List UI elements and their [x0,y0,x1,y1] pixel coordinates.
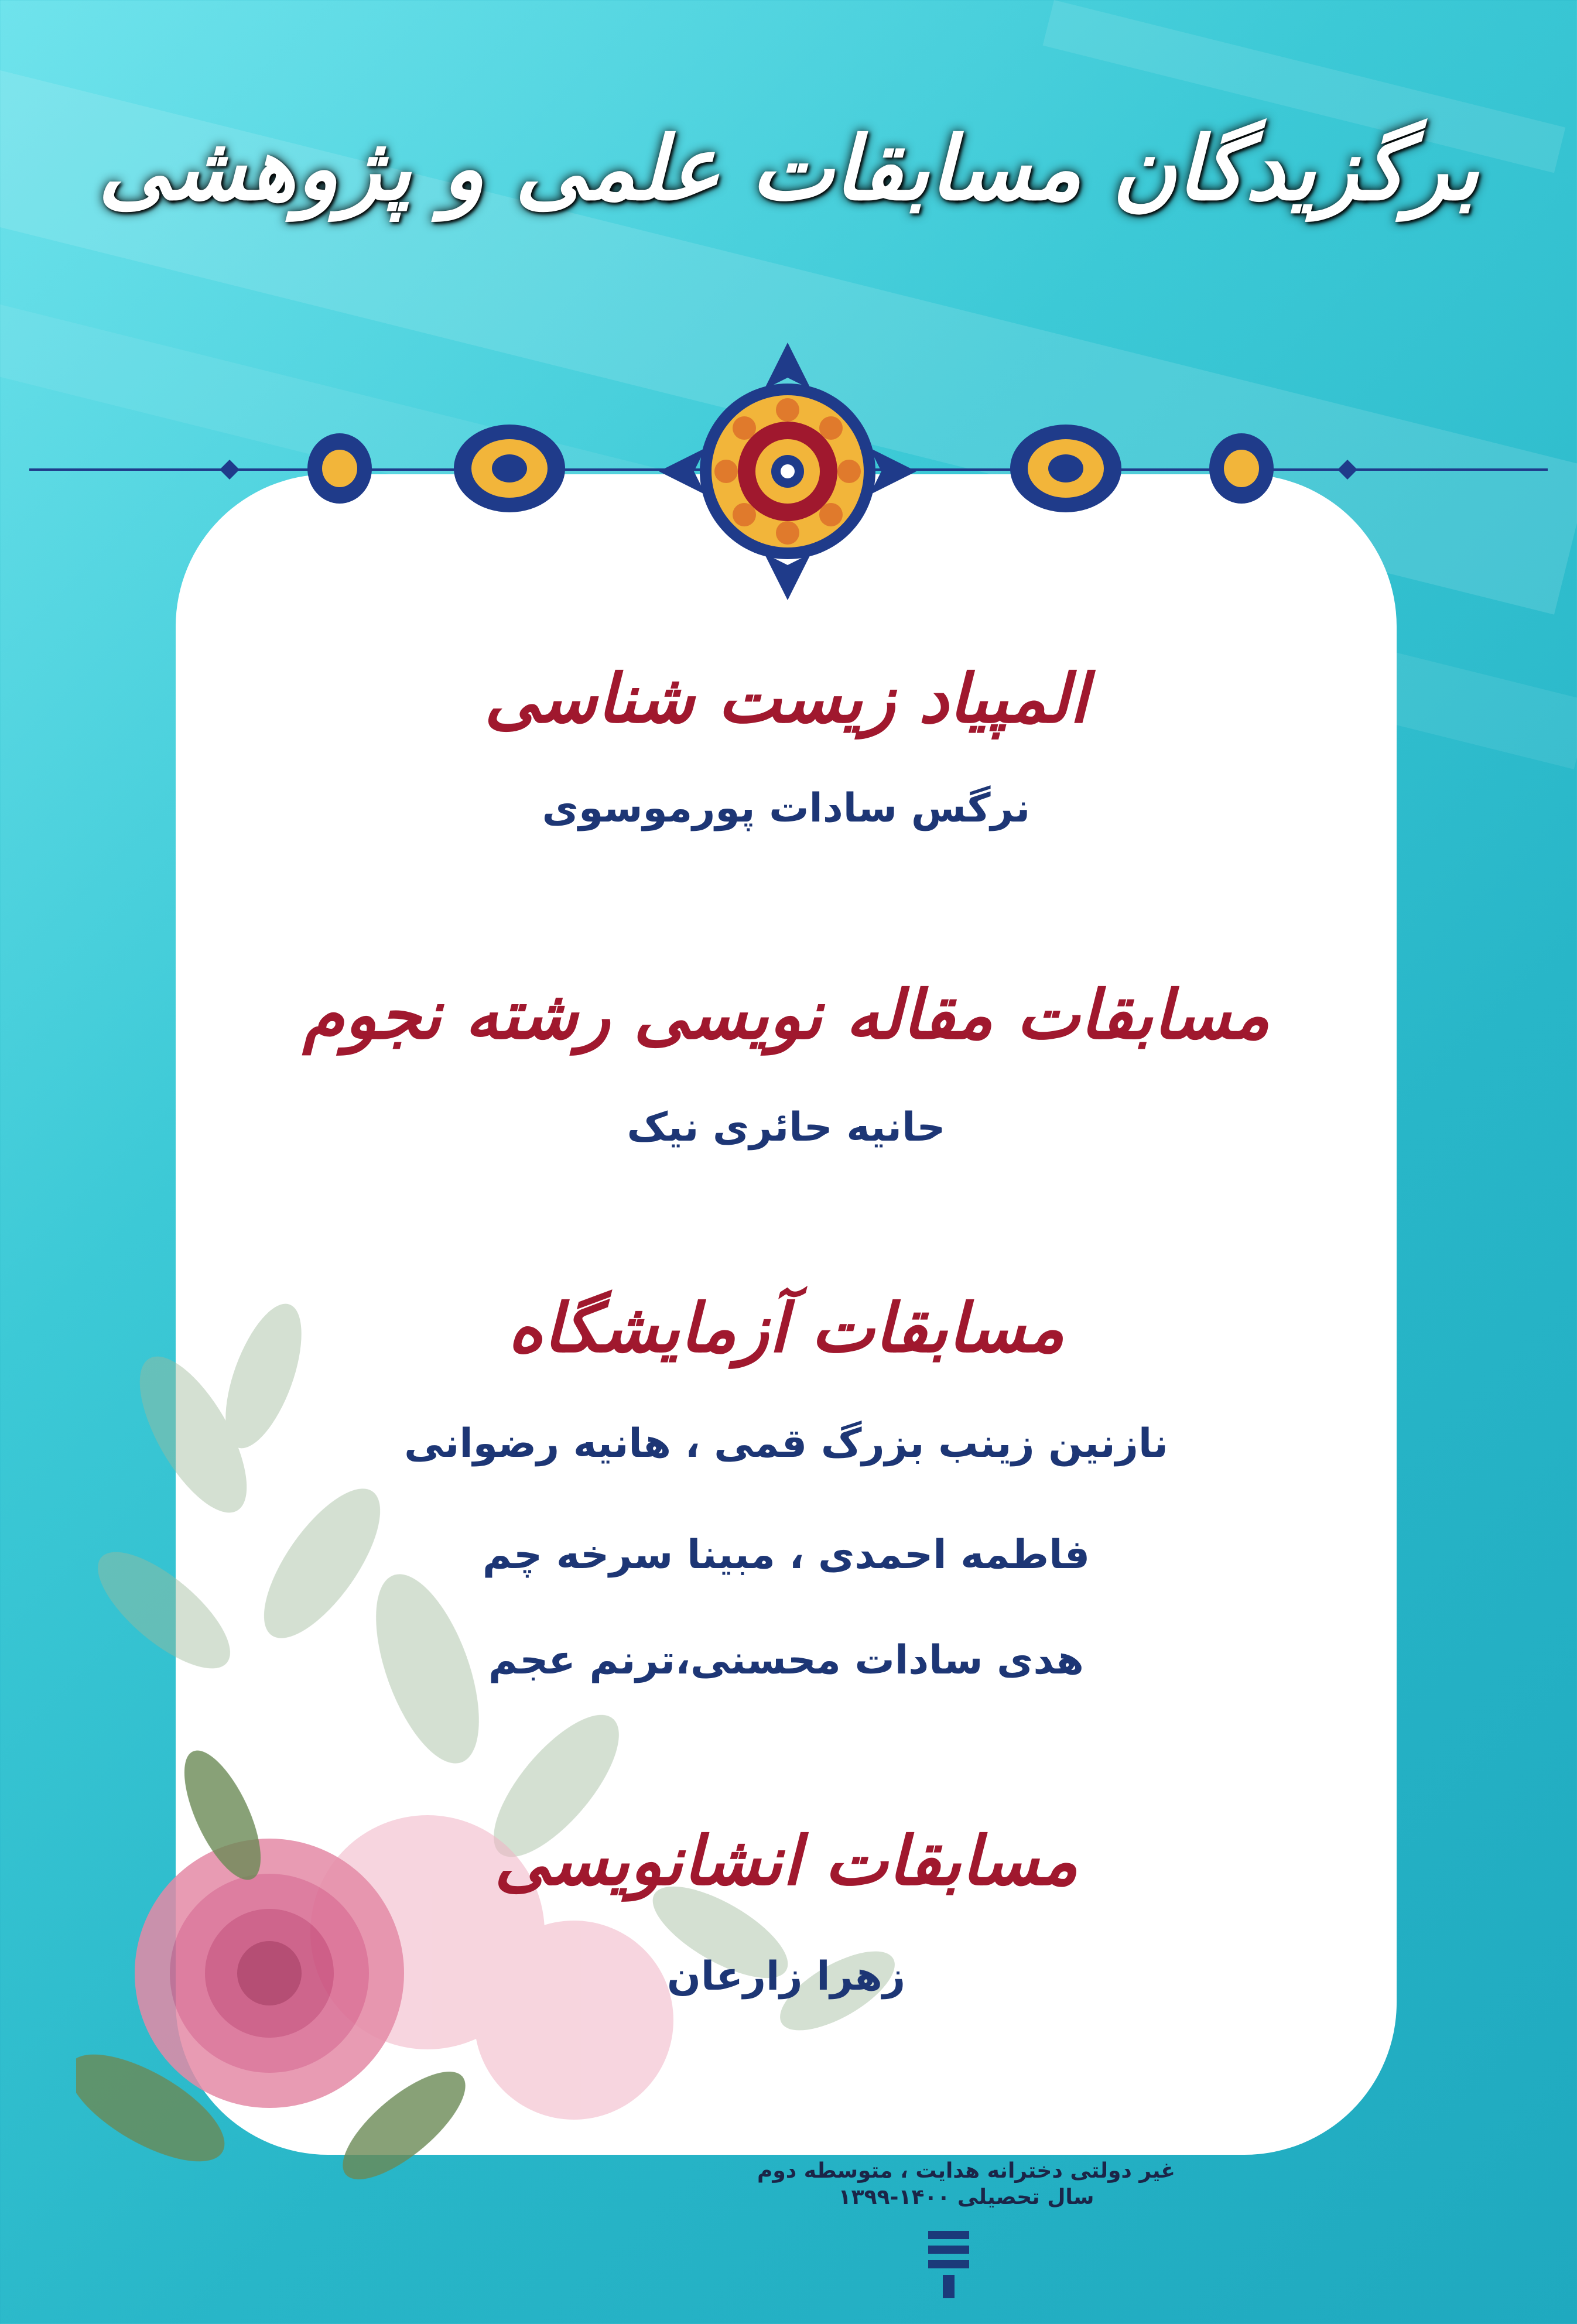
winner-name: هدی سادات محسنی،ترنم عجم [488,1637,1084,1683]
side-ornament-icon [1206,419,1277,518]
winner-name: زهرا زارعان [666,1953,906,2000]
school-logo-icon [916,2219,981,2307]
footer [744,2158,1189,2210]
winner-name: نازنین زینب بزرگ قمی ، هانیه رضوانی [404,1421,1168,1467]
footer-year: سال تحصیلی ۱۴۰۰-۱۳۹۹ [838,2185,1094,2209]
section-laboratory-names [176,1637,1397,1685]
islamic-medallion-icon [653,337,922,606]
section-laboratory [176,1288,1397,1369]
section-essay-names [176,1953,1397,2001]
section-biology [176,659,1397,740]
side-ornament-icon [305,419,375,518]
section-heading: مسابقات انشانویسی [494,1822,1078,1901]
side-ornament-icon [451,419,568,518]
section-astronomy [176,975,1397,1056]
side-ornament-icon [1007,419,1124,518]
section-heading: المپیاد زیست شناسی [484,659,1088,738]
section-laboratory-names [176,1420,1397,1468]
section-laboratory-names [176,1531,1397,1579]
section-biology-names [176,785,1397,833]
winner-name: فاطمه احمدی ، مبینا سرخه چم [482,1532,1090,1578]
footer-school: غیر دولتی دخترانه هدایت ، متوسطه دوم [757,2159,1176,2183]
section-astronomy-names [176,1104,1397,1152]
winner-name: نرگس سادات پورموسوی [542,785,1031,831]
section-essay [176,1821,1397,1902]
floral-decoration [76,1259,955,2254]
winner-name: حانیه حائری نیک [627,1104,946,1151]
section-heading: مسابقات مقاله نویسی رشته نجوم [302,976,1270,1055]
page-title: برگزیدگان مسابقات علمی و پژوهشی [98,117,1479,220]
section-heading: مسابقات آزمایشگاه [508,1289,1065,1368]
